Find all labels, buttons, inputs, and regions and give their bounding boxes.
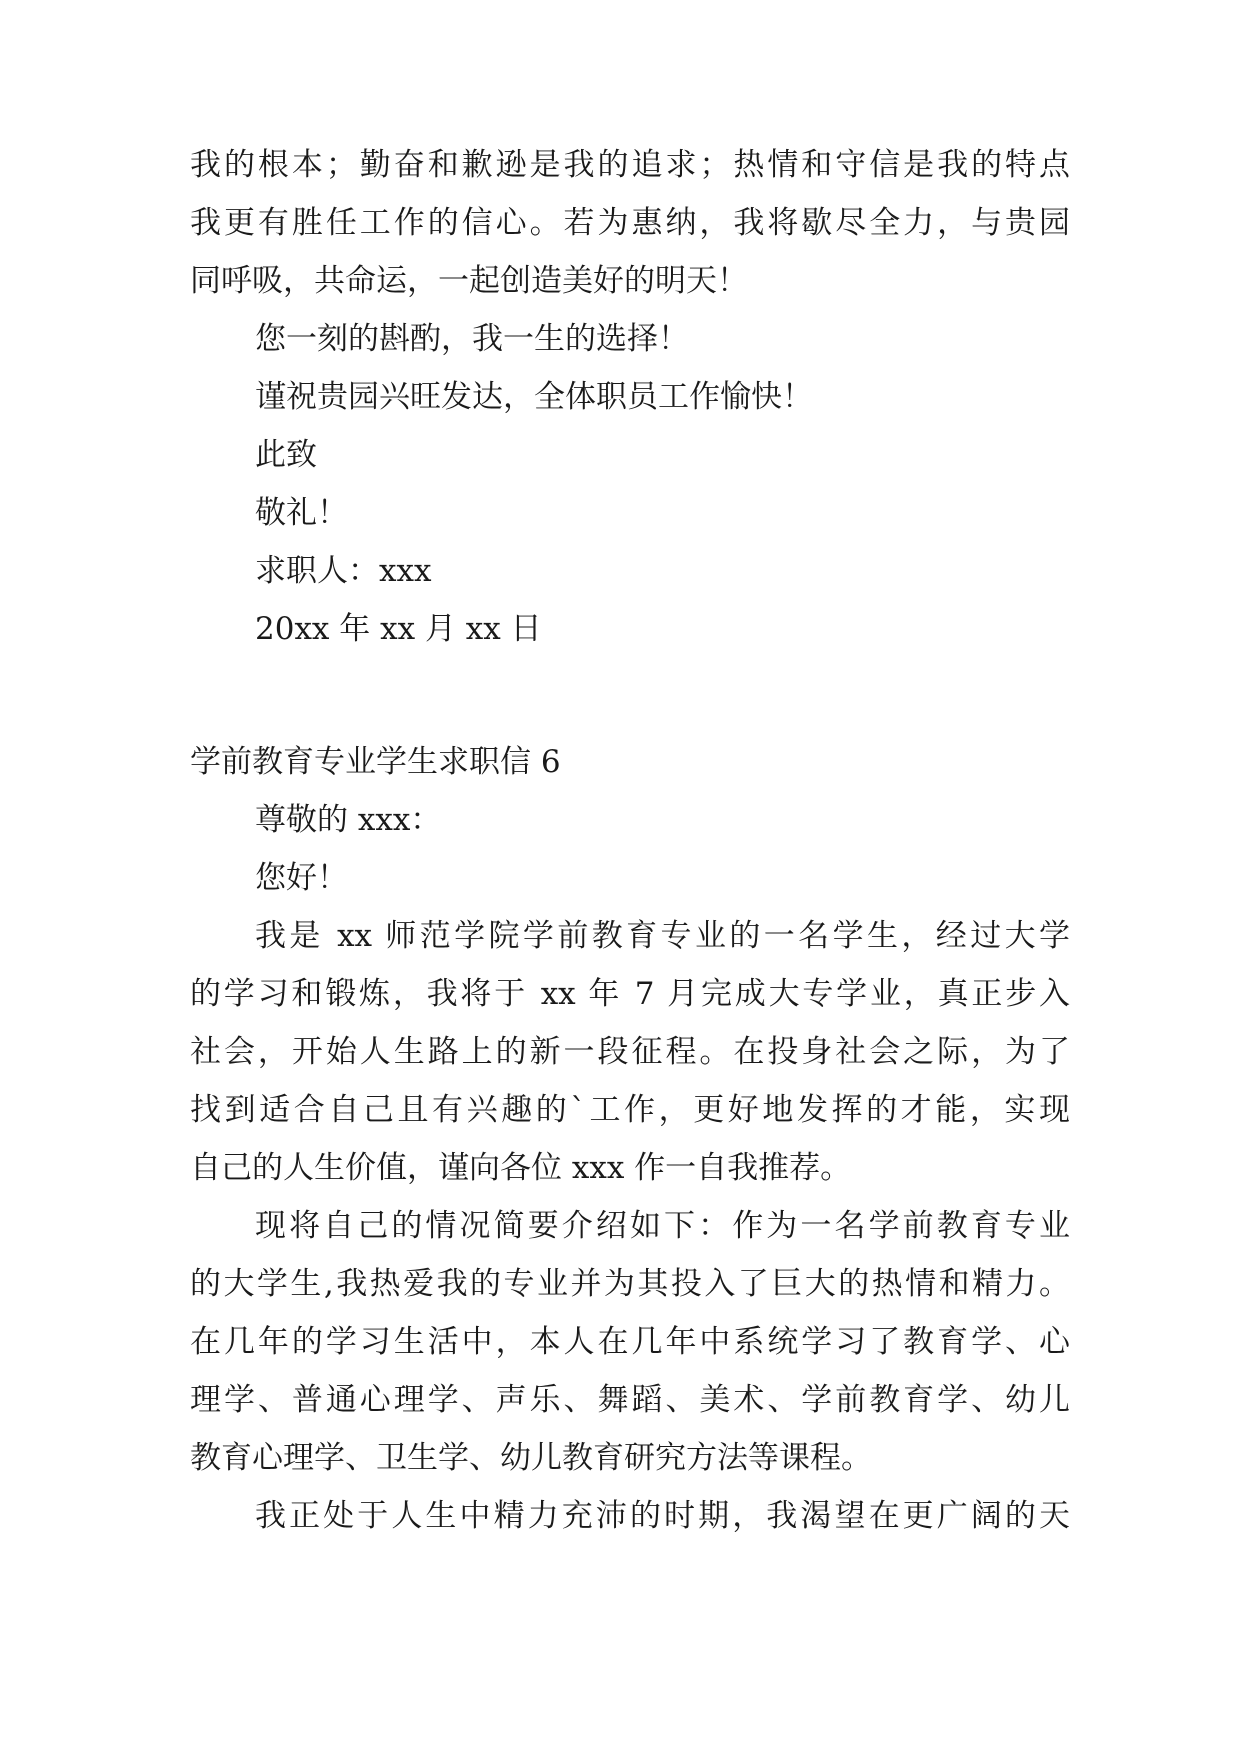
paragraph-line: 我是 xx 师范学院学前教育专业的一名学生，经过大学: [255, 918, 1070, 954]
paragraph-line: 的学习和锻炼，我将于 xx 年 7 月完成大专学业，真正步入: [190, 976, 1070, 1012]
closing-line: 您一刻的斟酌，我一生的选择！: [255, 321, 689, 357]
paragraph-line: 教育心理学、卫生学、幼儿教育研究方法等课程。: [190, 1440, 872, 1476]
paragraph-line: 社会，开始人生路上的新一段征程。在投身社会之际，为了: [190, 1034, 1070, 1070]
text-line: 我的根本；勤奋和歉逊是我的追求；热情和守信是我的特点: [190, 147, 1070, 183]
date-line: 20xx 年 xx 月 xx 日: [255, 611, 542, 647]
paragraph-line: 我正处于人生中精力充沛的时期，我渴望在更广阔的天: [255, 1498, 1070, 1534]
paragraph-line: 自己的人生价值，谨向各位 xxx 作一自我推荐。: [190, 1150, 852, 1186]
text-line: 我更有胜任工作的信心。若为惠纳，我将歇尽全力，与贵园: [190, 205, 1070, 241]
salutation-line: 此致: [255, 437, 317, 473]
paragraph-line: 现将自己的情况简要介绍如下：作为一名学前教育专业: [255, 1208, 1070, 1244]
paragraph-line: 理学、普通心理学、声乐、舞蹈、美术、学前教育学、幼儿: [190, 1382, 1070, 1418]
salutation-line: 敬礼！: [255, 495, 348, 531]
section-title: 学前教育专业学生求职信 6: [190, 744, 561, 780]
signature-line: 求职人：xxx: [255, 553, 432, 589]
paragraph-line: 找到适合自己且有兴趣的`工作，更好地发挥的才能，实现: [190, 1092, 1070, 1128]
text-line: 同呼吸，共命运，一起创造美好的明天！: [190, 263, 748, 299]
greeting-line: 您好！: [255, 860, 348, 896]
paragraph-line: 在几年的学习生活中，本人在几年中系统学习了教育学、心: [190, 1324, 1070, 1360]
closing-line: 谨祝贵园兴旺发达，全体职员工作愉快！: [255, 379, 813, 415]
recipient-line: 尊敬的 xxx：: [255, 802, 442, 838]
paragraph-line: 的大学生,我热爱我的专业并为其投入了巨大的热情和精力。: [190, 1266, 1070, 1302]
